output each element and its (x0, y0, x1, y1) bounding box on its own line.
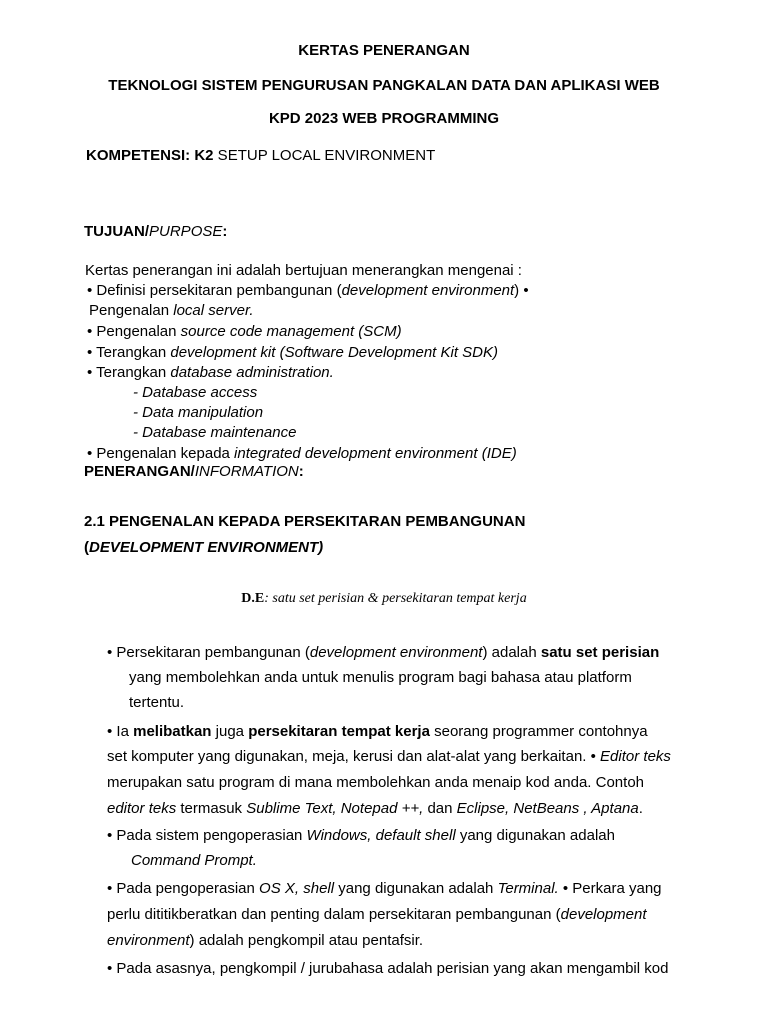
purpose-heading (84, 223, 227, 241)
body-p2-line-3: merupakan satu program di mana membolehkan anda menaip kod anda. Contoh (107, 774, 644, 791)
text: • Pengenalan (87, 323, 181, 340)
text: • Pengenalan kepada (87, 445, 235, 462)
competency-line (86, 147, 435, 165)
body-p1-line-3: tertentu. (129, 694, 185, 711)
text: ) adalah (482, 644, 541, 661)
text: ) adalah pengkompil atau pentafsir. (189, 932, 424, 949)
text: • Pada pengoperasian (107, 880, 260, 897)
body-p5-line-1: • Pada asasnya, pengkompil / jurubahasa adalah perisian yang akan mengambil kod (107, 960, 669, 977)
text-italic: development (560, 906, 647, 923)
section-title-line-1: 2.1 PENGENALAN KEPADA PERSEKITARAN PEMBANGUNAN (84, 513, 526, 530)
text: dan (423, 800, 457, 817)
text: seorang programmer contohnya (429, 723, 648, 740)
text-italic: database administration. (170, 364, 334, 381)
information-heading-colon: : (298, 463, 304, 480)
body-p1-line-1 (107, 644, 659, 662)
purpose-heading-bold: TUJUAN/ (84, 223, 150, 240)
purpose-heading-colon: : (222, 223, 228, 240)
purpose-item-5 (87, 364, 334, 382)
information-heading-bold: PENERANGAN/ (84, 463, 195, 480)
document-title: KERTAS PENERANGAN (298, 42, 470, 59)
body-p4-line-3 (107, 932, 423, 950)
body-p2-line-2 (107, 748, 671, 766)
purpose-sub-2 (133, 404, 263, 422)
text-bold: satu set perisian (540, 644, 660, 661)
text-bold: persekitaran tempat kerja (248, 723, 430, 740)
text-italic: development environment (309, 644, 483, 661)
text-italic: editor teks (107, 800, 177, 817)
purpose-item-4 (87, 344, 498, 362)
text: • Persekitaran pembangunan ( (107, 644, 310, 661)
text: • Terangkan (87, 364, 171, 381)
text: yang digunakan adalah (334, 880, 498, 897)
text: ) • (514, 282, 529, 299)
text: juga (211, 723, 249, 740)
purpose-item-2 (89, 302, 254, 320)
competency-text: SETUP LOCAL ENVIRONMENT (213, 147, 436, 164)
text: • Perkara yang (558, 880, 662, 897)
text-italic: Windows, default shell (306, 827, 456, 844)
information-heading (84, 463, 304, 481)
text: set komputer yang digunakan, meja, kerusi dan alat-alat yang berkaitan. • (107, 748, 601, 765)
purpose-heading-italic: PURPOSE (149, 223, 223, 240)
text: termasuk (176, 800, 247, 817)
text-italic: environment (107, 932, 190, 949)
de-label: D.E (241, 591, 265, 606)
purpose-item-1 (87, 282, 529, 300)
body-p4-line-2 (107, 906, 647, 924)
de-definition (0, 590, 768, 608)
information-heading-italic: INFORMATION (194, 463, 299, 480)
body-p4-line-1 (107, 880, 662, 898)
text: • Definisi persekitaran pembangunan ( (87, 282, 342, 299)
text-italic: Sublime Text, Notepad ++, (246, 800, 424, 817)
text: . (638, 800, 643, 817)
text-italic: - Database access (133, 384, 258, 401)
text-italic: Eclipse, NetBeans , Aptana (456, 800, 639, 817)
text: yang digunakan adalah (455, 827, 615, 844)
section-title-line-2 (84, 539, 323, 557)
document-subtitle: TEKNOLOGI SISTEM PENGURUSAN PANGKALAN DATA DAN APLIKASI WEB (108, 77, 660, 94)
text-italic: DEVELOPMENT ENVIRONMENT) (89, 539, 324, 556)
de-text: : satu set perisian & persekitaran tempat kerja (264, 591, 527, 606)
program-code: KPD 2023 WEB PROGRAMMING (268, 110, 500, 127)
text: Pengenalan (89, 302, 174, 319)
text-italic: - Database maintenance (133, 424, 297, 441)
text: perlu dititikberatkan dan penting dalam persekitaran pembangunan ( (107, 906, 561, 923)
text-italic: source code management (SCM) (180, 323, 402, 340)
text: • Pada sistem pengoperasian (107, 827, 307, 844)
text-italic: - Data manipulation (133, 404, 264, 421)
text-italic: local server. (173, 302, 254, 319)
text-italic: development environment (341, 282, 515, 299)
purpose-sub-1 (133, 384, 257, 402)
text-bold: melibatkan (133, 723, 212, 740)
text-italic: OS X, shell (259, 880, 335, 897)
purpose-sub-3 (133, 424, 296, 442)
body-p3-line-1 (107, 827, 615, 845)
body-p2-line-4 (107, 800, 643, 818)
purpose-item-6 (87, 445, 517, 463)
purpose-item-3 (87, 323, 402, 341)
body-p2-line-1 (107, 723, 648, 741)
text-italic: development kit (Software Development Kit SDK) (170, 344, 499, 361)
text: • Ia (107, 723, 134, 740)
text-italic: Editor teks (600, 748, 671, 765)
competency-label: KOMPETENSI: K2 (86, 147, 214, 164)
body-p1-line-2: yang membolehkan anda untuk menulis program bagi bahasa atau platform (129, 669, 632, 686)
text: ( (84, 539, 89, 556)
body-p3-line-2 (131, 852, 257, 870)
text-italic: Terminal. (497, 880, 559, 897)
text-italic: Command Prompt. (131, 852, 257, 869)
purpose-intro: Kertas penerangan ini adalah bertujuan menerangkan mengenai : (85, 262, 522, 279)
text-italic: integrated development environment (IDE) (234, 445, 517, 462)
text: • Terangkan (87, 344, 171, 361)
